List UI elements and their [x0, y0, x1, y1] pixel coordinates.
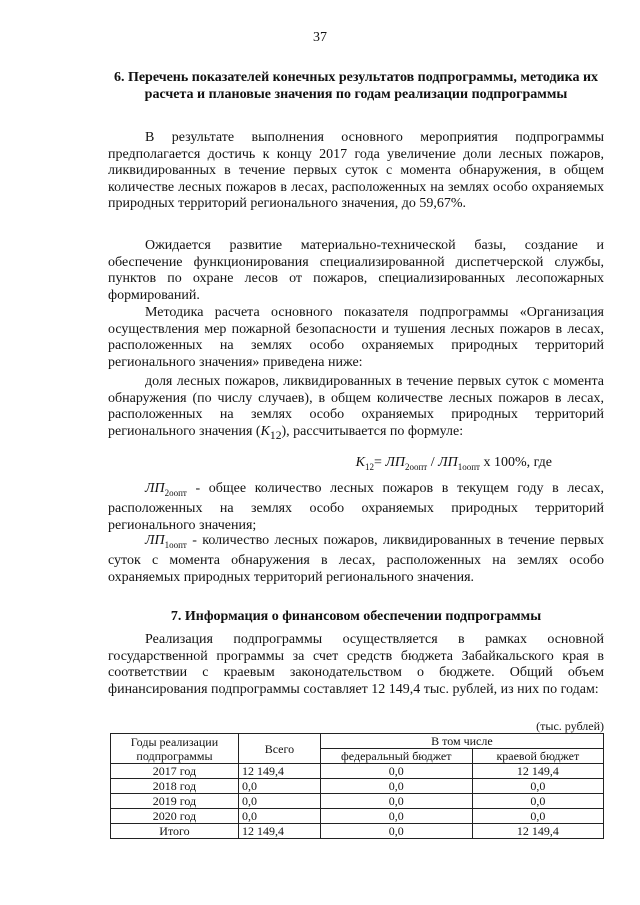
cell-total: 12 149,4	[238, 824, 320, 839]
section-6-title: 6. Перечень показателей конечных результатов подпрограммы, методика их расчета и плановые значения по годам реализации подпрограммы	[113, 70, 599, 102]
header-total: Всего	[238, 734, 320, 764]
p4-variable: К	[260, 423, 270, 439]
page-number: 37	[313, 30, 327, 45]
def2-var: ЛП	[145, 533, 165, 548]
formula-k: К	[355, 455, 365, 470]
table-row	[111, 779, 604, 794]
cell-federal: 0,0	[320, 809, 472, 824]
section-6-paragraph-1: В результате выполнения основного мероприятия подпрограммы предполагается достичь к концу 2017 года увеличение доли лесных пожаров, ликвидированных в течение первых суток с момента обнаружения, в общем количестве лесных пожаров в лесах, расположенных на землях особо охраняемых природных территорий регионального значения, до 59,67%.	[108, 130, 604, 212]
formula-slash: /	[427, 455, 439, 470]
cell-total: 0,0	[238, 779, 320, 794]
def2-sub: 1оопт	[164, 539, 187, 550]
definition-2	[108, 533, 604, 587]
table-row	[111, 794, 604, 809]
section-6-paragraph-3: Методика расчета основного показателя подпрограммы «Организация осуществления мер пожарной безопасности и тушения лесных пожаров в лесах, расположенных на землях особо охраняемых природных территорий регионального значения» приведена ниже:	[108, 305, 604, 370]
formula-eq: =	[373, 455, 386, 470]
table-row-total	[111, 824, 604, 839]
cell-regional: 0,0	[472, 809, 603, 824]
header-federal: федеральный бюджет	[320, 749, 472, 764]
formula-b-sub-pre: 1	[457, 461, 463, 472]
cell-regional: 12 149,4	[472, 824, 603, 839]
formula-a-sub-pre: 2	[404, 461, 410, 472]
cell-year: 2020 год	[111, 809, 239, 824]
cell-year: 2019 год	[111, 794, 239, 809]
formula-tail: x 100%, где	[479, 455, 552, 470]
section-7-paragraph-1: Реализация подпрограммы осуществляется в рамках основной государственной программы за счет средств бюджета Забайкальского края в соответствии с краевым законодательством о бюджете. Общий объем финансирования подпрограммы составляет 12 149,4 тыс. рублей, из них по годам:	[108, 632, 604, 697]
cell-total: 12 149,4	[238, 764, 320, 779]
cell-federal: 0,0	[320, 794, 472, 809]
cell-year: Итого	[111, 824, 239, 839]
cell-total: 0,0	[238, 809, 320, 824]
formula-a: ЛП	[385, 455, 405, 470]
formula-a-sub: оопт	[409, 461, 428, 472]
section-6-paragraph-2: Ожидается развитие материально-технической базы, создание и обеспечение функционирования специализированной диспетчерской службы, пунктов по охране лесов от пожаров, специализированных лесопожарных формирований.	[108, 238, 604, 303]
table-row	[111, 809, 604, 824]
cell-regional: 0,0	[472, 779, 603, 794]
cell-regional: 12 149,4	[472, 764, 603, 779]
table-unit-label: (тыс. рублей)	[536, 719, 604, 733]
table-row	[111, 764, 604, 779]
cell-regional: 0,0	[472, 794, 603, 809]
cell-year: 2018 год	[111, 779, 239, 794]
cell-year: 2017 год	[111, 764, 239, 779]
header-regional: краевой бюджет	[472, 749, 603, 764]
cell-federal: 0,0	[320, 824, 472, 839]
cell-federal: 0,0	[320, 779, 472, 794]
formula-b: ЛП	[438, 455, 458, 470]
formula-k-sub: 12	[364, 461, 374, 472]
header-years: Годы реализации подпрограммы	[111, 734, 239, 764]
p4-text: доля лесных пожаров, ликвидированных в течение первых суток с момента обнаружения (по числу случаев), в общем количестве лесных пожаров в лесах, расположенных на землях особо охраняемых природных территорий регионального значения (	[108, 374, 604, 439]
def1-var: ЛП	[145, 481, 165, 496]
header-including: В том числе	[320, 734, 603, 749]
section-7-title: 7. Информация о финансовом обеспечении подпрограммы	[170, 609, 542, 624]
formula	[108, 455, 604, 472]
p4-variable-sub: 12	[269, 428, 282, 442]
def2-text: - количество лесных пожаров, ликвидированных в течение первых суток с момента обнаружения в лесах, расположенных на землях особо охраняемых природных территорий регионального значения.	[108, 533, 604, 585]
def1-text: - общее количество лесных пожаров в текущем году в лесах, расположенных на землях особо охраняемых природных территорий регионального значения;	[108, 481, 604, 533]
def1-sub: 2оопт	[164, 487, 187, 498]
cell-federal: 0,0	[320, 764, 472, 779]
section-6-paragraph-4	[108, 374, 604, 444]
formula-b-sub: оопт	[462, 461, 480, 472]
cell-total: 0,0	[238, 794, 320, 809]
p4-end: ), рассчитывается по формуле:	[281, 423, 464, 439]
financing-table	[110, 733, 604, 839]
definition-1	[108, 481, 604, 535]
